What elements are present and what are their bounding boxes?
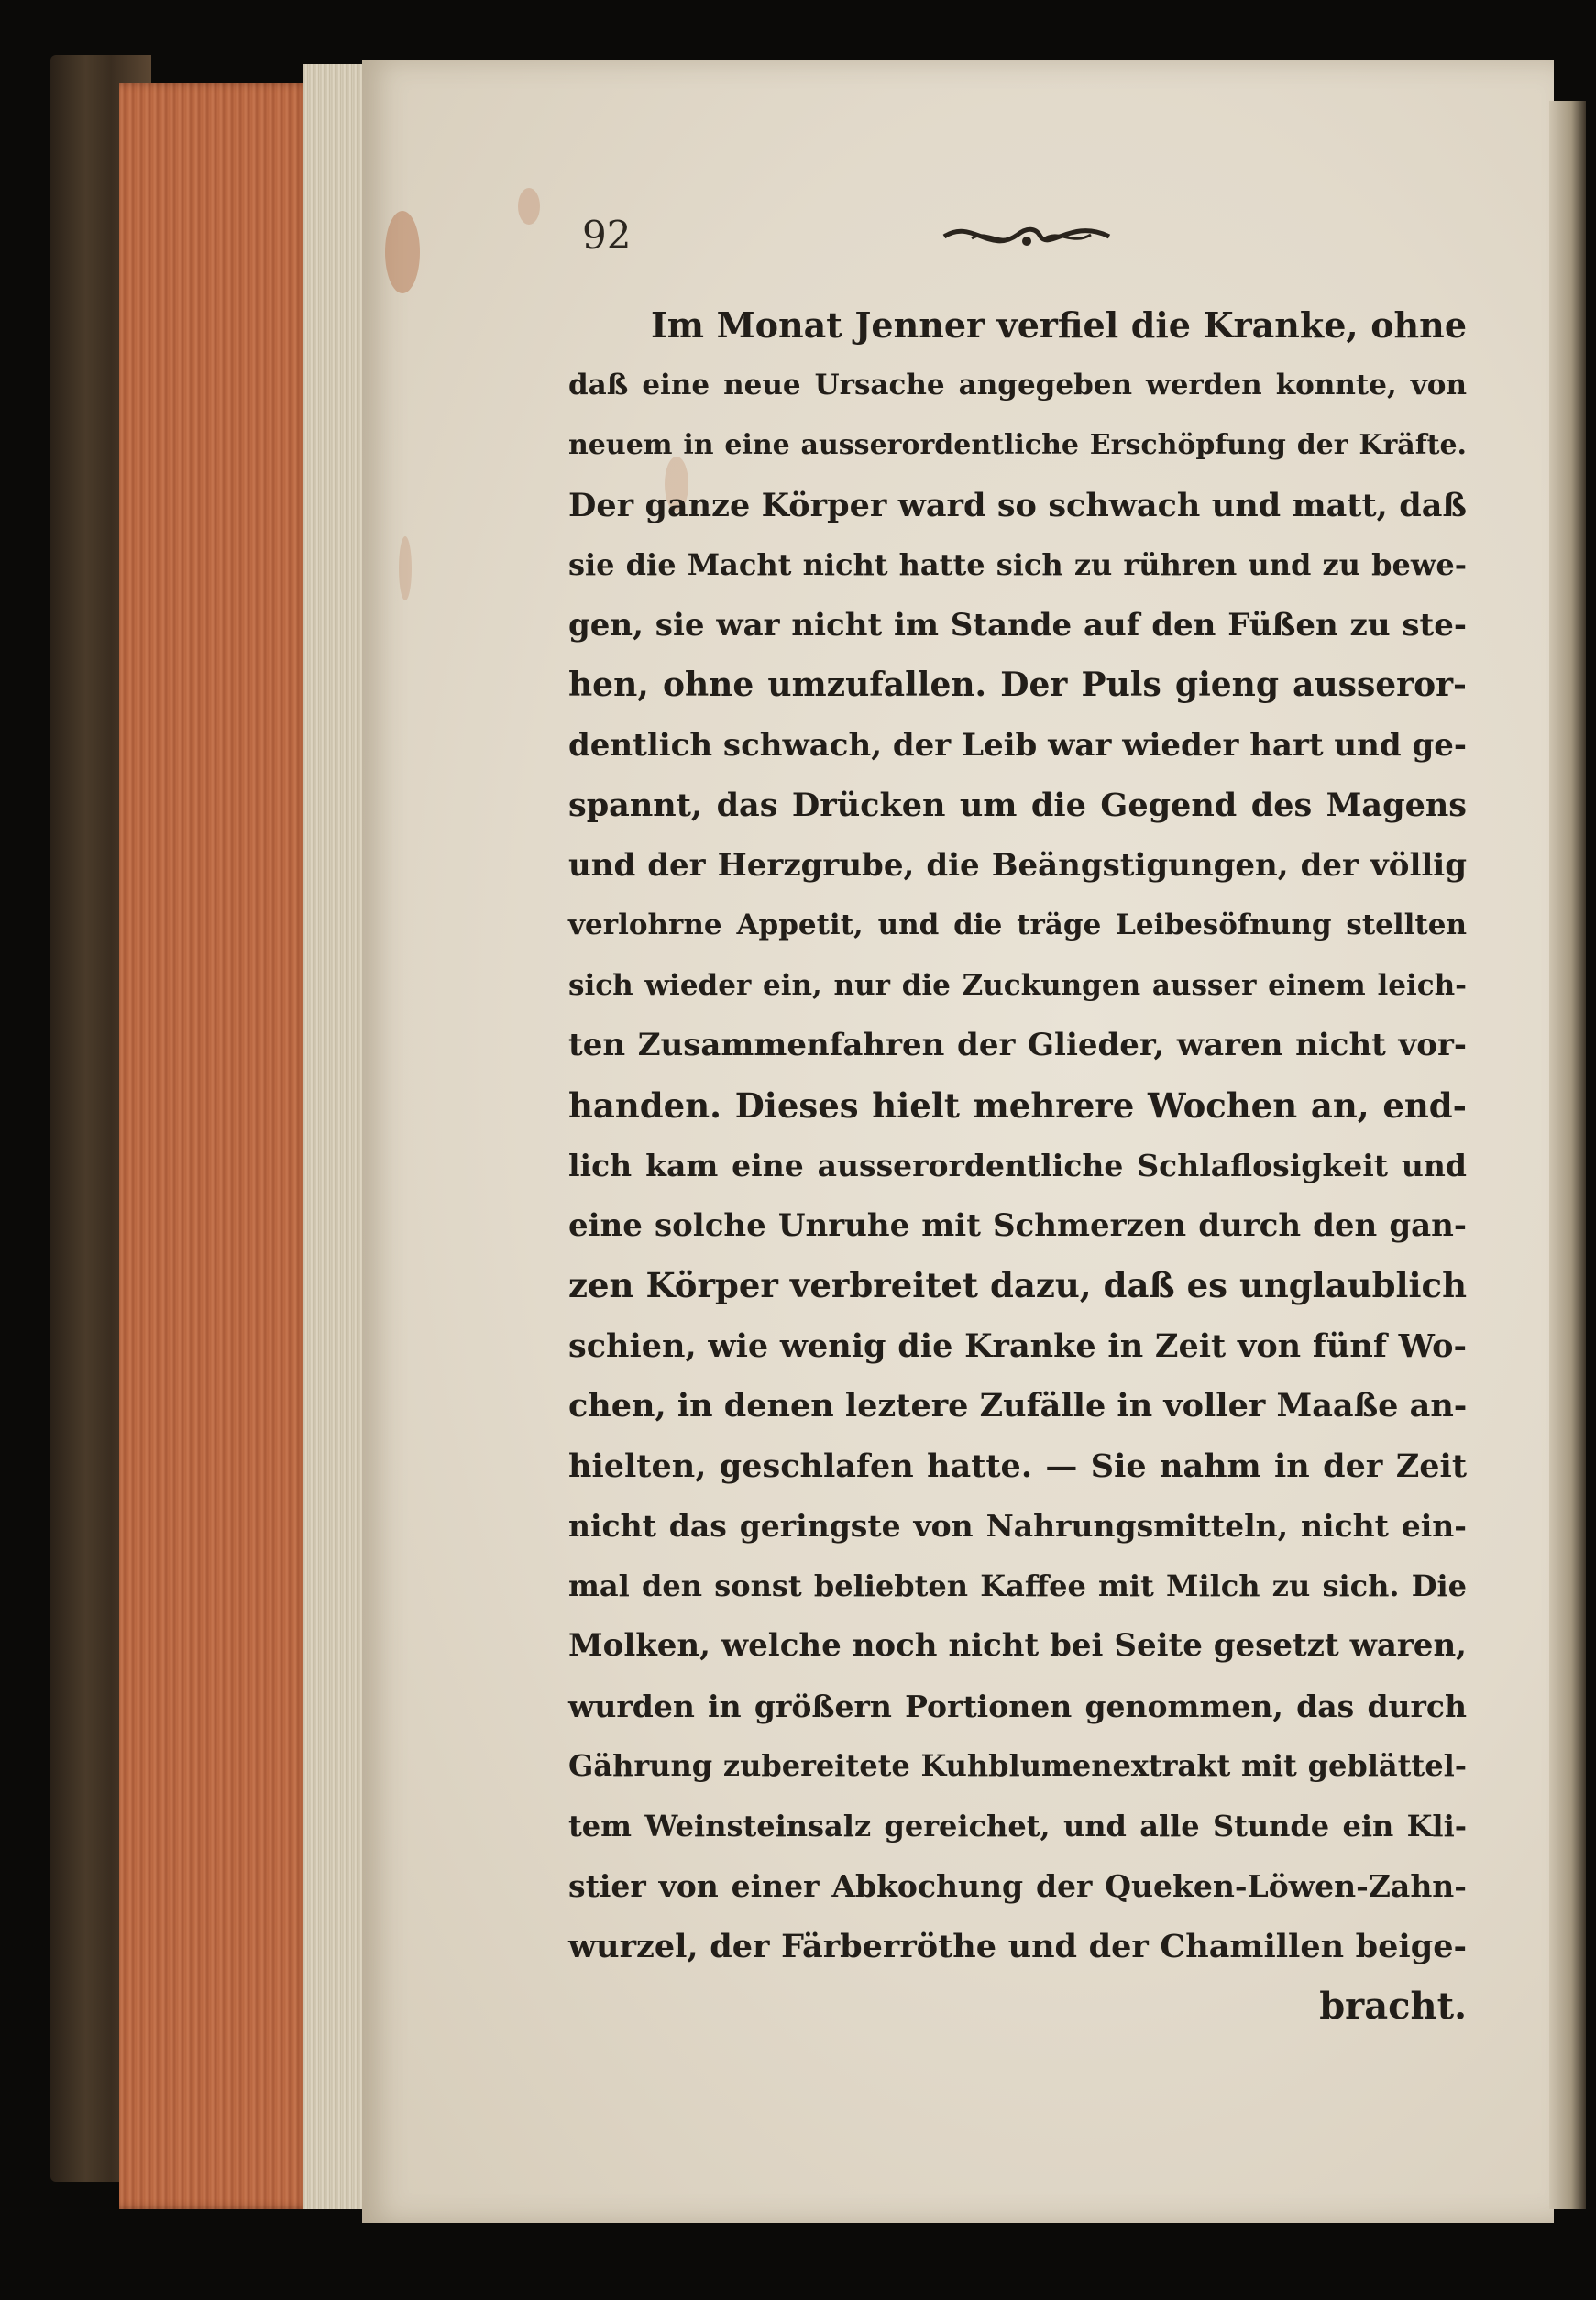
text-line: tem Weinsteinsalz gereichet, und alle Stunde ein Kli- <box>568 1808 1467 1843</box>
text-line: Molken, welche noch nicht bei Seite gesetzt waren, <box>568 1627 1467 1664</box>
text-line: sich wieder ein, nur die Zuckungen ausser einem leich- <box>568 968 1467 1002</box>
text-line: mal den sonst beliebten Kaffee mit Milch zu sich. Die <box>568 1568 1467 1603</box>
text-line: stier von einer Abkochung der Queken-Löwen-Zahn- <box>568 1868 1467 1904</box>
text-line: Der ganze Körper ward so schwach und matt, daß <box>568 486 1467 524</box>
text-line: lich kam eine ausserordentliche Schlaflosigkeit und <box>568 1148 1467 1183</box>
text-line: dentlich schwach, der Leib war wieder hart und ge- <box>568 726 1467 764</box>
paper-stain <box>399 536 412 600</box>
paper-stain <box>385 211 420 293</box>
text-line: gen, sie war nicht im Stande auf den Füßen zu ste- <box>568 606 1467 644</box>
facing-page-edge <box>1549 101 1586 2209</box>
text-line: Im Monat Jenner verfiel die Kranke, ohne <box>651 304 1467 346</box>
text-line: wurden in größern Portionen genommen, das durch <box>568 1688 1467 1724</box>
text-line: handen. Dieses hielt mehrere Wochen an, end- <box>568 1084 1467 1126</box>
text-line: nicht das geringste von Nahrungsmitteln, nicht ein- <box>568 1508 1467 1544</box>
ornament-flourish-icon <box>935 209 1118 264</box>
text-line: Gährung zubereitete Kuhblumenextrakt mit geblättel- <box>568 1748 1467 1783</box>
text-line: chen, in denen leztere Zufälle in voller Maaße an- <box>568 1387 1468 1425</box>
text-line: ten Zusammenfahren der Glieder, waren nicht vor- <box>568 1027 1467 1063</box>
text-line: daß eine neue Ursache angegeben werden konnte, von <box>568 368 1467 402</box>
page-edges <box>303 64 371 2209</box>
page-number: 92 <box>582 213 632 258</box>
text-line: verlohrne Appetit, und die träge Leibesöfnung stellten <box>568 908 1467 941</box>
paper-stain <box>518 188 540 225</box>
text-line: hen, ohne umzufallen. Der Puls gieng ausseror- <box>568 666 1467 704</box>
body-text <box>568 295 1467 2037</box>
text-line: neuem in eine ausserordentliche Erschöpfung der Kräfte. <box>568 429 1467 461</box>
text-line: sie die Macht nicht hatte sich zu rühren und zu bewe- <box>568 547 1467 582</box>
text-line: schien, wie wenig die Kranke in Zeit von fünf Wo- <box>568 1326 1467 1365</box>
text-line: spannt, das Drücken um die Gegend des Magens <box>568 787 1467 824</box>
text-line: hielten, geschlafen hatte. — Sie nahm in der Zeit <box>568 1447 1467 1485</box>
text-line: eine solche Unruhe mit Schmerzen durch den gan- <box>568 1206 1467 1244</box>
text-line: wurzel, der Färberröthe und der Chamillen beige- <box>568 1927 1467 1965</box>
text-line: und der Herzgrube, die Beängstigungen, der völlig <box>568 846 1467 884</box>
page-edges-red <box>119 83 312 2209</box>
text-line: bracht. <box>1319 1985 1467 2028</box>
text-line: zen Körper verbreitet dazu, daß es unglaublich <box>568 1265 1467 1305</box>
